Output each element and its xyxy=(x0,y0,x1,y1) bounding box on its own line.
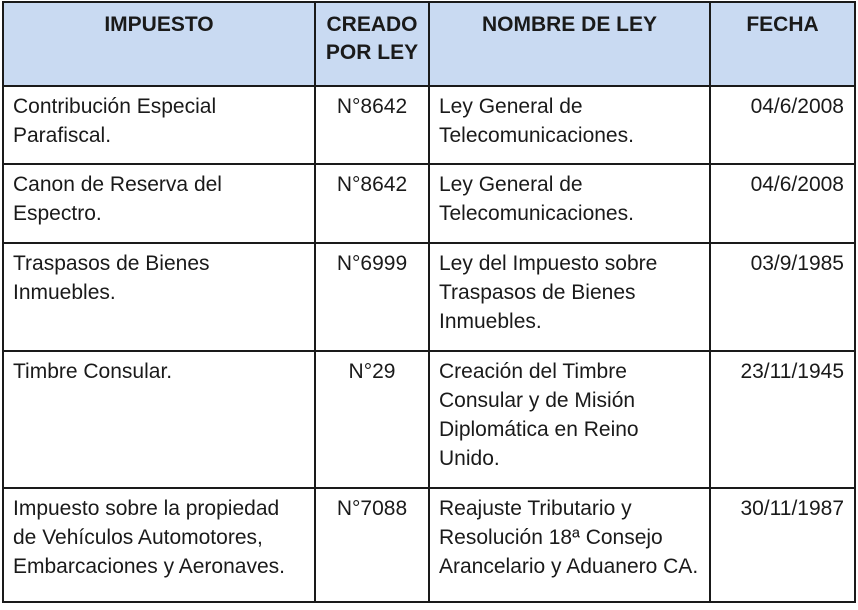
cell-fecha: 04/6/2008 xyxy=(710,164,855,242)
cell-nombre-ley: Creación del Timbre Consular y de Misión Diplomática en Reino Unido. xyxy=(429,351,710,488)
table-row xyxy=(3,164,855,242)
header-impuesto: IMPUESTO xyxy=(3,2,315,86)
cell-impuesto: Traspasos de Bienes Inmuebles. xyxy=(3,243,315,351)
table-row xyxy=(3,243,855,351)
table-row xyxy=(3,488,855,602)
cell-impuesto: Impuesto sobre la propiedad de Vehículos Automotores, Embarcaciones y Aeronaves. xyxy=(3,488,315,602)
cell-ley: N°29 xyxy=(315,351,429,488)
header-creado-line2: POR LEY xyxy=(325,41,419,64)
header-row xyxy=(3,2,855,86)
header-fecha: FECHA xyxy=(710,2,855,86)
header-nombre-de-ley: NOMBRE DE LEY xyxy=(429,2,710,86)
header-creado-line1: CREADO xyxy=(326,13,418,36)
cell-ley: N°8642 xyxy=(315,164,429,242)
cell-ley: N°6999 xyxy=(315,243,429,351)
table-row xyxy=(3,86,855,164)
cell-fecha: 30/11/1987 xyxy=(710,488,855,602)
cell-impuesto: Canon de Reserva del Espectro. xyxy=(3,164,315,242)
table-row xyxy=(3,351,855,488)
cell-ley: N°8642 xyxy=(315,86,429,164)
cell-nombre-ley: Reajuste Tributario y Resolución 18ª Consejo Arancelario y Aduanero CA. xyxy=(429,488,710,602)
tax-table xyxy=(2,1,856,603)
header-creado-por-ley xyxy=(315,2,429,86)
cell-impuesto: Contribución Especial Parafiscal. xyxy=(3,86,315,164)
cell-ley: N°7088 xyxy=(315,488,429,602)
cell-nombre-ley: Ley del Impuesto sobre Traspasos de Bienes Inmuebles. xyxy=(429,243,710,351)
cell-fecha: 23/11/1945 xyxy=(710,351,855,488)
cell-nombre-ley: Ley General de Telecomunicaciones. xyxy=(429,86,710,164)
cell-impuesto: Timbre Consular. xyxy=(3,351,315,488)
cell-nombre-ley: Ley General de Telecomunicaciones. xyxy=(429,164,710,242)
cell-fecha: 03/9/1985 xyxy=(710,243,855,351)
cell-fecha: 04/6/2008 xyxy=(710,86,855,164)
